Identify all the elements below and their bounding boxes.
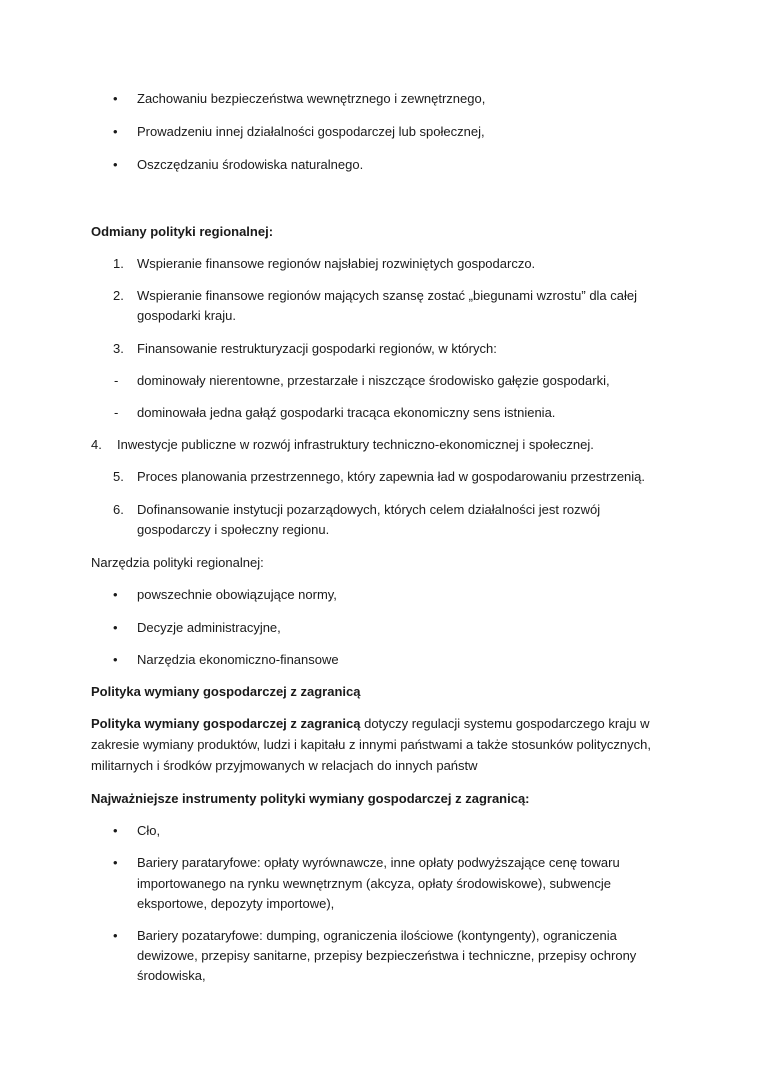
bullet-marker: • [113, 91, 118, 106]
odmiany-item-2-line-2: gospodarki kraju. [137, 308, 236, 323]
bullet-marker: • [113, 124, 118, 139]
odmiany-heading: Odmiany polityki regionalnej: [91, 224, 274, 239]
wymiana-paragraph-line-1 [91, 716, 650, 732]
instrument-clo: Cło, [137, 823, 161, 838]
dash-marker: - [114, 373, 119, 388]
instrumenty-heading: Najważniejsze instrumenty polityki wymiany gospodarczej z zagranicą: [91, 791, 530, 806]
list-number: 3. [113, 341, 124, 356]
instrument-parataryfowe-line-2: importowanego na rynku wewnętrznym (akcyza, opłaty środowiskowe), subwencje [137, 876, 611, 891]
bullet-marker: • [113, 652, 118, 667]
bullet-marker: • [113, 928, 118, 943]
odmiany-dash-1: dominowały nierentowne, przestarzałe i niszczące środowisko gałęzie gospodarki, [137, 373, 610, 388]
wymiana-paragraph-line-2: zakresie wymiany produktów, ludzi i kapitału z innymi państwami a także stosunków politycznych, [91, 737, 651, 752]
odmiany-item-6-line-1: Dofinansowanie instytucji pozarządowych, których celem działalności jest rozwój [137, 502, 601, 517]
instrument-parataryfowe-line-3: eksportowe, depozyty importowe), [137, 896, 335, 911]
list-number: 2. [113, 288, 124, 303]
top-bullet-1: Zachowaniu bezpieczeństwa wewnętrznego i zewnętrznego, [137, 91, 486, 106]
wymiana-paragraph-rest: dotyczy regulacji systemu gospodarczego kraju w [360, 716, 650, 731]
top-bullet-2: Prowadzeniu innej działalności gospodarczej lub społecznej, [137, 124, 485, 139]
list-number: 4. [91, 437, 102, 452]
bullet-marker: • [113, 587, 118, 602]
odmiany-item-3: Finansowanie restrukturyzacji gospodarki regionów, w których: [137, 341, 497, 356]
list-number: 5. [113, 469, 124, 484]
odmiany-dash-2: dominowała jedna gałąź gospodarki tracąca ekonomiczny sens istnienia. [137, 405, 556, 420]
odmiany-item-4: Inwestycje publiczne w rozwój infrastruktury techniczno-ekonomicznej i społecznej. [117, 437, 594, 452]
wymiana-heading: Polityka wymiany gospodarczej z zagranicą [91, 684, 361, 699]
list-number: 6. [113, 502, 124, 517]
narzedzia-bullet-2: Decyzje administracyjne, [137, 620, 281, 635]
bullet-marker: • [113, 823, 118, 838]
wymiana-paragraph-bold: Polityka wymiany gospodarczej z zagranicą [91, 716, 361, 731]
narzedzia-bullet-1: powszechnie obowiązujące normy, [137, 587, 337, 602]
bullet-marker: • [113, 855, 118, 870]
odmiany-item-2-line-1: Wspieranie finansowe regionów mających szansę zostać „biegunami wzrostu” dla całej [137, 288, 638, 303]
wymiana-paragraph-line-3: militarnych i środków przyjmowanych w relacjach do innych państw [91, 758, 478, 773]
bullet-marker: • [113, 157, 118, 172]
instrument-pozataryfowe-line-3: środowiska, [137, 968, 206, 983]
narzedzia-heading: Narzędzia polityki regionalnej: [91, 555, 264, 570]
odmiany-item-5: Proces planowania przestrzennego, który zapewnia ład w gospodarowaniu przestrzenią. [137, 469, 646, 484]
narzedzia-bullet-3: Narzędzia ekonomiczno-finansowe [137, 652, 339, 667]
top-bullet-3: Oszczędzaniu środowiska naturalnego. [137, 157, 364, 172]
odmiany-item-6-line-2: gospodarczy i społeczny regionu. [137, 522, 330, 537]
bullet-marker: • [113, 620, 118, 635]
dash-marker: - [114, 405, 119, 420]
list-number: 1. [113, 256, 124, 271]
instrument-parataryfowe-line-1: Bariery parataryfowe: opłaty wyrównawcze, inne opłaty podwyższające cenę towaru [137, 855, 620, 870]
instrument-pozataryfowe-line-1: Bariery pozataryfowe: dumping, ograniczenia ilościowe (kontyngenty), ograniczenia [137, 928, 617, 943]
odmiany-item-1: Wspieranie finansowe regionów najsłabiej rozwiniętych gospodarczo. [137, 256, 536, 271]
instrument-pozataryfowe-line-2: dewizowe, przepisy sanitarne, przepisy bezpieczeństwa i techniczne, przepisy ochrony [137, 948, 637, 963]
